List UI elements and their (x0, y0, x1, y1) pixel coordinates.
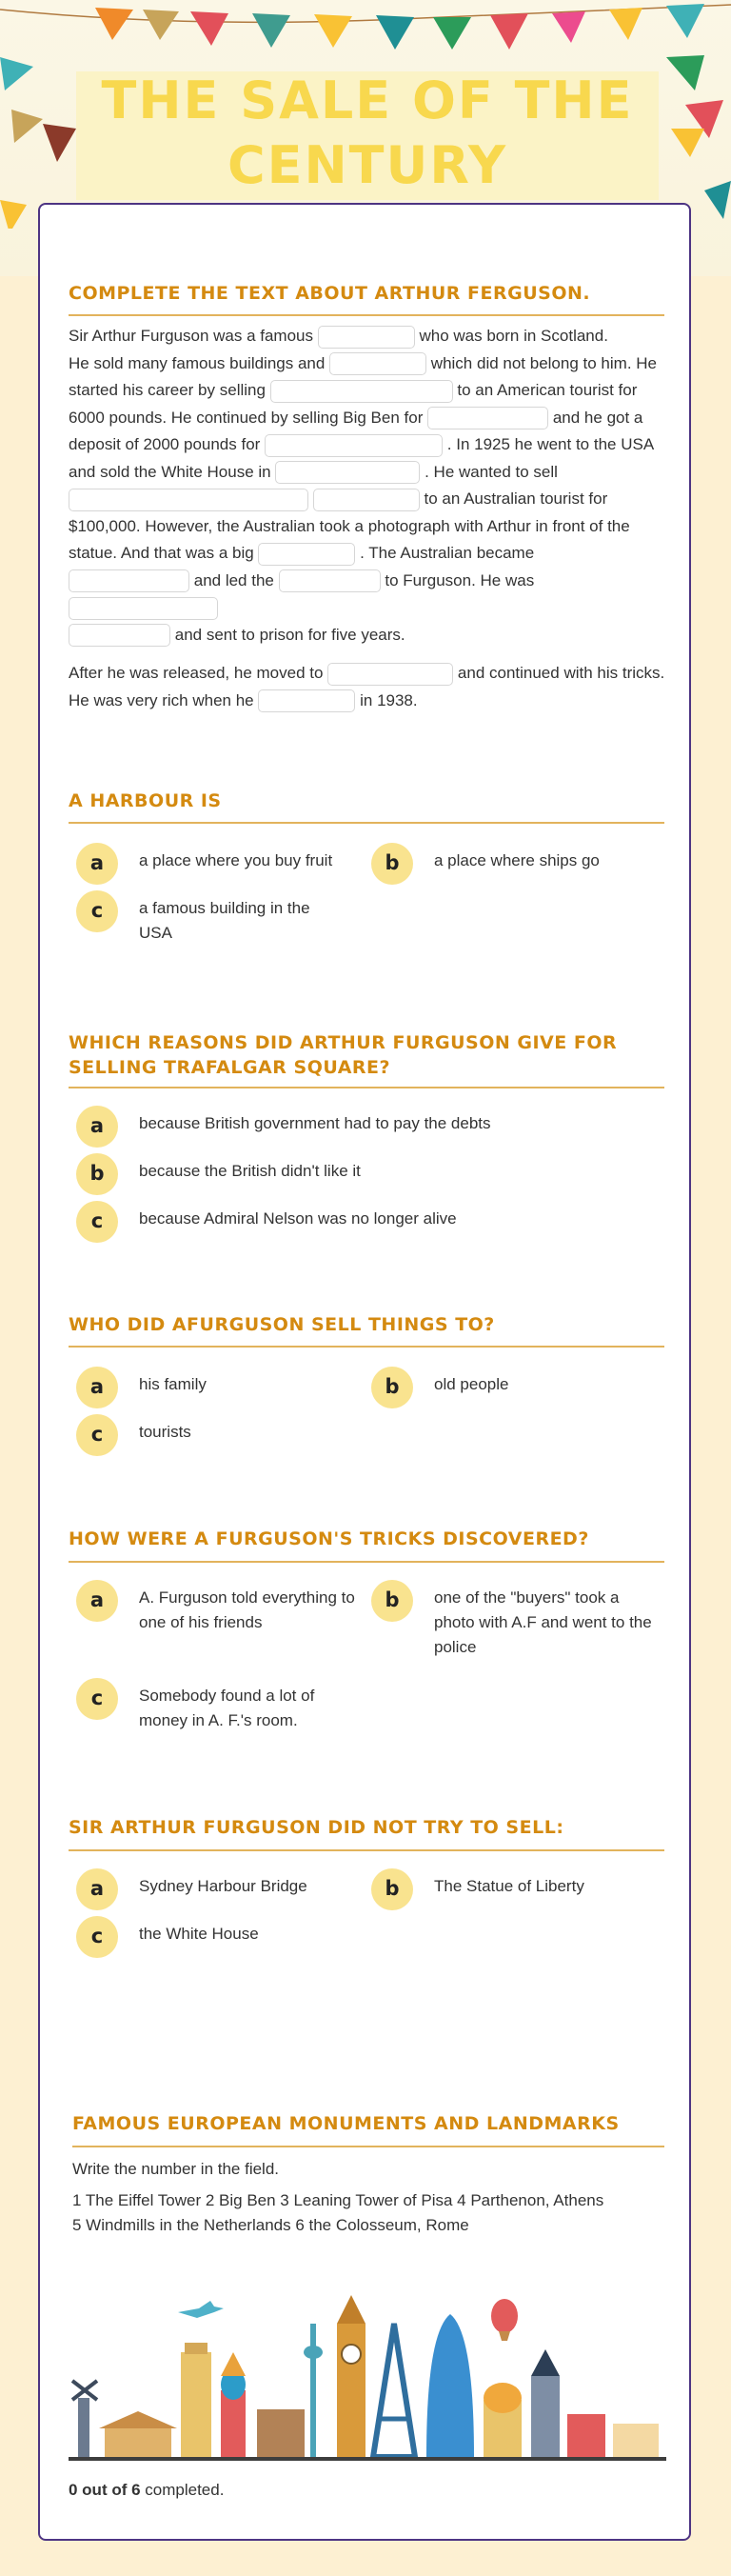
answer-option-b[interactable]: b The Statue of Liberty (371, 1868, 657, 1912)
option-badge: b (371, 1367, 413, 1408)
answer-option-c[interactable]: c because Admiral Nelson was no longer alive (76, 1201, 647, 1245)
option-badge: a (76, 1868, 118, 1910)
question-heading-sold-to: WHO DID AFURGUSON SELL THINGS TO? (69, 1314, 495, 1335)
blank-field[interactable] (313, 489, 420, 511)
blank-field[interactable] (258, 689, 355, 712)
blank-field[interactable] (69, 489, 308, 511)
blank-field[interactable] (427, 407, 548, 429)
answer-option-b[interactable]: b old people (371, 1367, 657, 1410)
worksheet-card (38, 203, 691, 2541)
section-heading-fill-text: COMPLETE THE TEXT ABOUT ARTHUR FERGUSON. (69, 283, 591, 304)
section-divider (69, 1849, 664, 1851)
answer-option-c[interactable]: c Somebody found a lot of money in A. F.'s room. (76, 1678, 362, 1722)
answer-option-a[interactable]: a his family (76, 1367, 362, 1410)
option-badge: c (76, 1414, 118, 1456)
answer-option-b[interactable]: b a place where ships go (371, 843, 657, 887)
question-heading-discovered: HOW WERE A FURGUSON'S TRICKS DISCOVERED? (69, 1528, 589, 1549)
blank-field[interactable] (69, 569, 189, 592)
blank-field[interactable] (270, 380, 453, 403)
option-badge: a (76, 1106, 118, 1148)
answer-option-c[interactable]: c a famous building in the USA (76, 890, 362, 934)
option-badge: a (76, 1580, 118, 1622)
monument-list-line-2: 5 Windmills in the Netherlands 6 the Colosseum, Rome (72, 2216, 469, 2234)
option-badge: c (76, 1916, 118, 1958)
answer-option-b[interactable]: b because the British didn't like it (76, 1153, 647, 1197)
option-badge: b (76, 1153, 118, 1195)
answer-option-a[interactable]: a a place where you buy fruit (76, 843, 362, 887)
landmarks-skyline-illustration (69, 2286, 666, 2466)
page-title: THE SALE OF THE CENTURY (101, 70, 634, 195)
option-badge: b (371, 843, 413, 885)
option-badge: a (76, 843, 118, 885)
fill-text-paragraph: Sir Arthur Furguson was a famous who was born in Scotland. He sold many famous buildings and which did not belong to him. He started his career by selling to an American tourist for 6000 pounds. He continued by selling Big Ben for and he got a deposit of 2000 pounds for . In 1925 he went to the USA and sold the White House in . He wanted to sell to an Australian tourist for $100,000. However, the Australian took a photograph with Arthur in front of the statue. And that was a big . The Australian became and led the to Furguson. He was and sent to prison for five years. (69, 323, 666, 649)
blank-field[interactable] (318, 326, 415, 349)
section-divider (69, 314, 664, 316)
answer-option-c[interactable]: c tourists (76, 1414, 362, 1458)
option-badge: a (76, 1367, 118, 1408)
question-heading-harbour: A HARBOUR IS (69, 790, 222, 811)
blank-field[interactable] (275, 461, 420, 484)
answer-option-b[interactable]: b one of the "buyers" took a photo with A.F and went to the police (371, 1580, 657, 1624)
question-heading-did-not-sell: SIR ARTHUR FURGUSON DID NOT TRY TO SELL: (69, 1817, 564, 1838)
blank-field[interactable] (69, 597, 218, 620)
option-badge: c (76, 890, 118, 932)
section-heading-monuments: FAMOUS EUROPEAN MONUMENTS AND LANDMARKS (72, 2113, 620, 2134)
option-badge: b (371, 1580, 413, 1622)
blank-field[interactable] (279, 569, 381, 592)
answer-option-c[interactable]: c the White House (76, 1916, 362, 1960)
option-badge: b (371, 1868, 413, 1910)
blank-field[interactable] (329, 352, 426, 375)
blank-field[interactable] (265, 434, 443, 457)
section-divider (69, 822, 664, 824)
instruction-text: Write the number in the field. (72, 2160, 280, 2178)
fill-text-paragraph-2: After he was released, he moved to and continued with his tricks. He was very rich when he in 1938. (69, 660, 666, 714)
option-badge: c (76, 1201, 118, 1243)
section-divider (69, 1561, 664, 1563)
blank-field[interactable] (69, 624, 170, 647)
blank-field[interactable] (327, 663, 453, 686)
section-divider (69, 1087, 664, 1088)
answer-option-a[interactable]: a A. Furguson told everything to one of his friends (76, 1580, 362, 1624)
monument-list-line-1: 1 The Eiffel Tower 2 Big Ben 3 Leaning Tower of Pisa 4 Parthenon, Athens (72, 2191, 604, 2209)
option-badge: c (76, 1678, 118, 1720)
blank-field[interactable] (258, 543, 355, 566)
answer-option-a[interactable]: a because British government had to pay the debts (76, 1106, 647, 1149)
progress-status: 0 out of 6 completed. (69, 2481, 225, 2499)
section-divider (69, 1346, 664, 1348)
answer-option-a[interactable]: a Sydney Harbour Bridge (76, 1868, 362, 1912)
question-heading-trafalgar: WHICH REASONS DID ARTHUR FURGUSON GIVE FOR SELLING TRAFALGAR SQUARE? (69, 1032, 618, 1078)
section-divider (72, 2146, 664, 2147)
